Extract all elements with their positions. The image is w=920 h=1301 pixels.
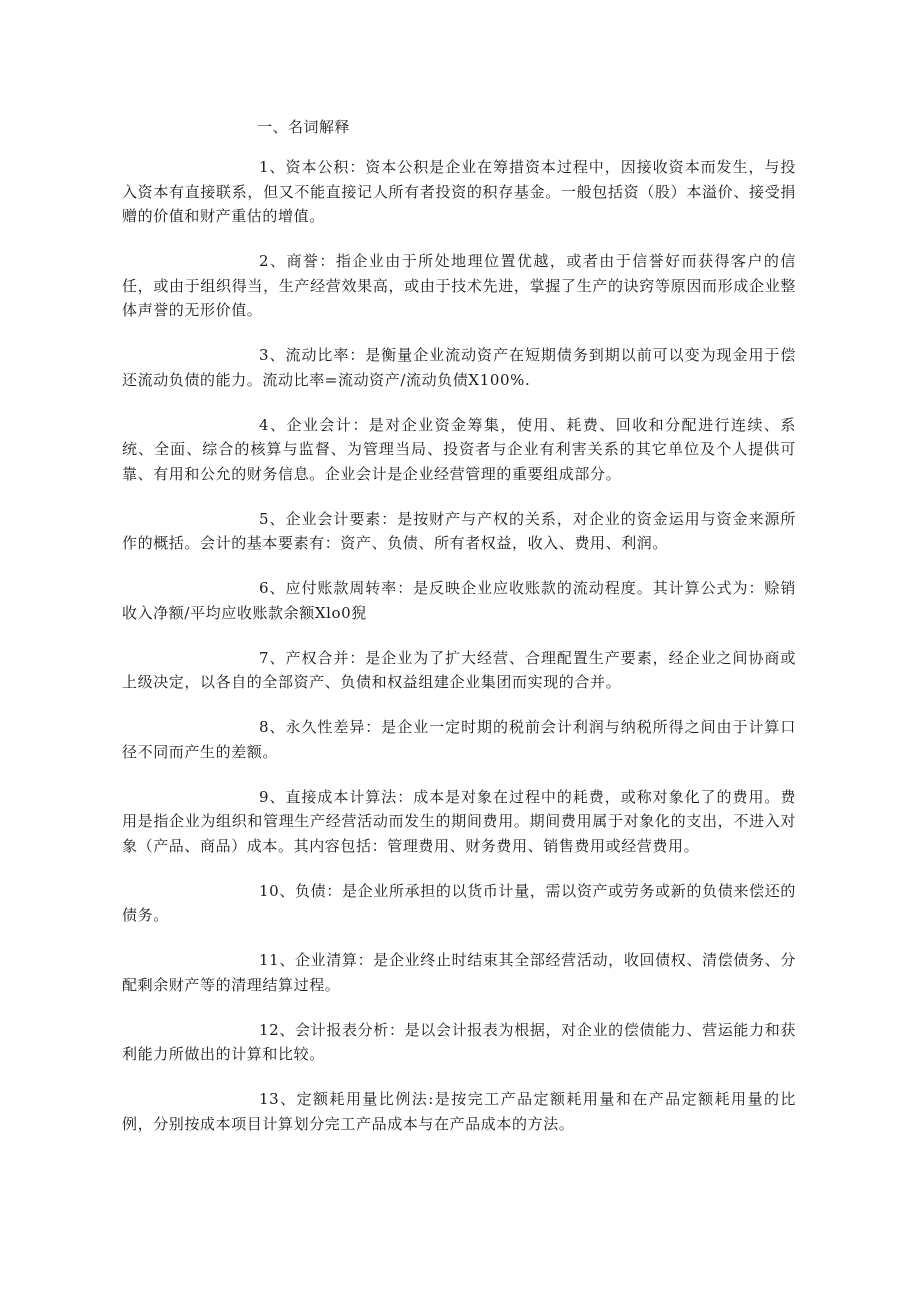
definition-entry-10: 10、负债：是企业所承担的以货币计量，需以资产或劳务或新的负债来偿还的债务。 — [122, 881, 796, 924]
definition-list — [122, 155, 796, 1157]
definition-entry-3: 3、流动比率：是衡量企业流动资产在短期债务到期以前可以变为现金用于偿还流动负债的能力。流动比率=流动资产/流动负债X100%. — [122, 346, 796, 389]
definition-entry-9: 9、直接成本计算法：成本是对象在过程中的耗费，或称对象化了的费用。费用是指企业为组织和管理生产经营活动而发生的期间费用。期间费用属于对象化的支出，不进入对象（产品、商品）成本。其内容包括：管理费用、财务费用、销售费用或经营费用。 — [122, 787, 796, 855]
definition-entry-12: 12、会计报表分析：是以会计报表为根据，对企业的偿债能力、营运能力和获利能力所做出的计算和比较。 — [122, 1020, 796, 1063]
definition-entry-13: 13、定额耗用量比例法:是按完工产品定额耗用量和在产品定额耗用量的比例，分别按成本项目计算划分完工产品成本与在产品成本的方法。 — [122, 1090, 796, 1133]
definition-entry-4: 4、企业会计：是对企业资金筹集，使用、耗费、回收和分配进行连续、系统、全面、综合的核算与监督、为管理当局、投资者与企业有利害关系的其它单位及个人提供可靠、有用和公允的财务信息。企业会计是企业经营管理的重要组成部分。 — [122, 415, 796, 483]
definition-entry-1: 1、资本公积：资本公积是企业在筹措资本过程中，因接收资本而发生，与投入资本有直接联系，但又不能直接记人所有者投资的积存基金。一般包括资（股）本溢价、接受捐赠的价值和财产重估的增值。 — [122, 158, 796, 225]
definition-entry-8: 8、永久性差异：是企业一定时期的税前会计利润与纳税所得之间由于计算口径不同而产生的差额。 — [122, 718, 796, 761]
definition-entry-6: 6、应付账款周转率：是反映企业应收账款的流动程度。其计算公式为：赊销收入净额/平均应收账款余额Xlo0猊 — [122, 579, 796, 622]
definition-entry-2: 2、商誉：指企业由于所处地理位置优越，或者由于信誉好而获得客户的信任，或由于组织得当，生产经营效果高，或由于技术先进，掌握了生产的诀窍等原因而形成企业整体声誉的无形价值。 — [122, 252, 796, 319]
definition-entry-11: 11、企业清算：是企业终止时结束其全部经营活动，收回债权、清偿债务、分配剩余财产等的清理结算过程。 — [122, 951, 796, 994]
definition-entry-5: 5、企业会计要素：是按财产与产权的关系，对企业的资金运用与资金来源所作的概括。会计的基本要素有：资产、负债、所有者权益，收入、费用、利润。 — [122, 509, 796, 552]
definition-entry-7: 7、产权合并：是企业为了扩大经营、合理配置生产要素，经企业之间协商或上级决定，以各自的全部资产、负债和权益组建企业集团而实现的合并。 — [122, 648, 796, 691]
section-title: 一、名词解释 — [257, 118, 351, 136]
